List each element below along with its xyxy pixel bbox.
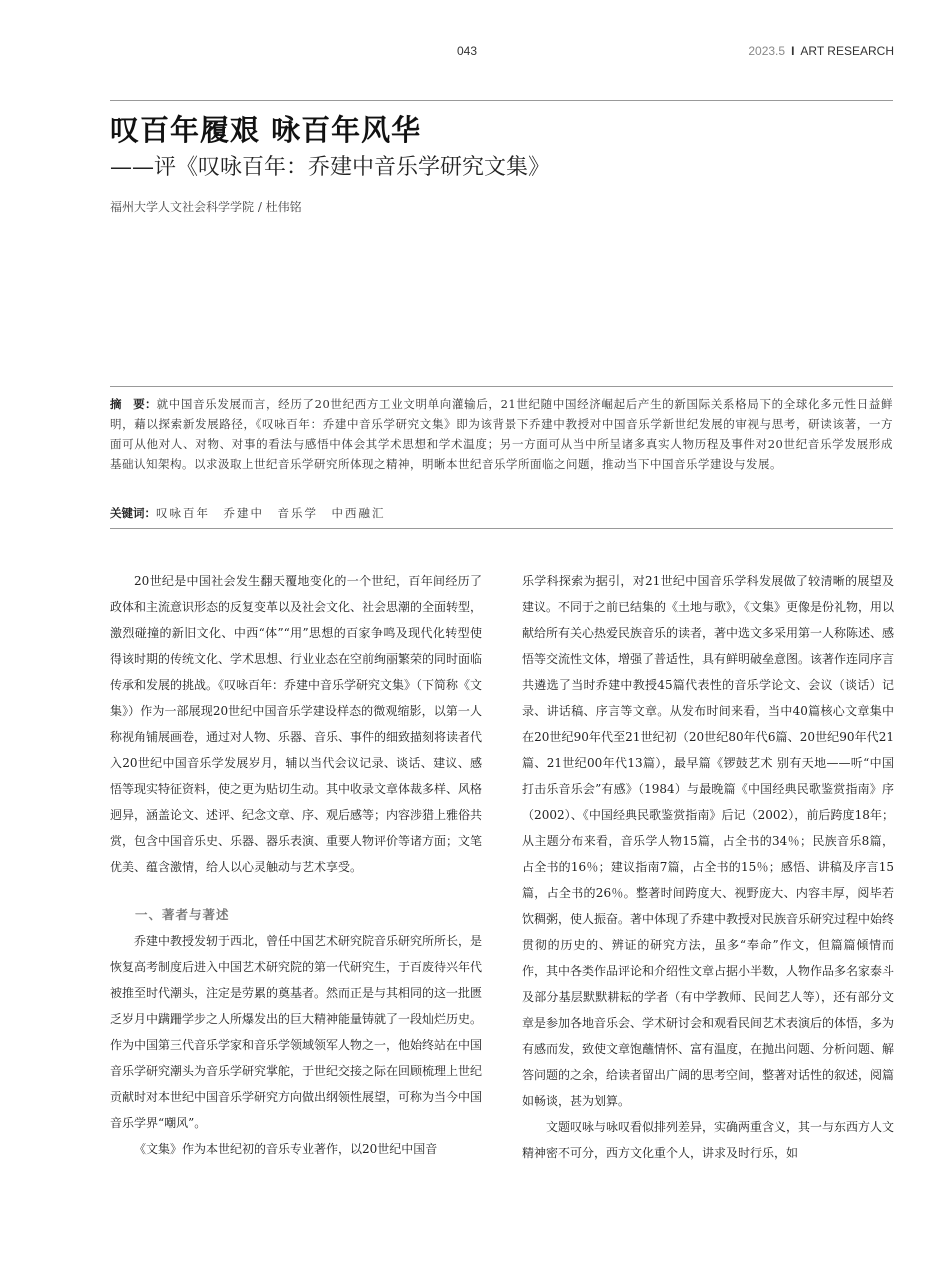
paragraph: 乔建中教授发轫于西北，曾任中国艺术研究院音乐研究所所长，是恢复高考制度后进入中国艺术研究院的第一代研究生，于百废待兴年代被推至时代潮头，注定是劳累的奠基者。然而正是与其相同的这一批匮乏岁月中蹒跚学步之人所爆发出的巨大精神能量铸就了一段灿烂历史。作为中国第三代音乐学家和音乐学领域领军人物之一，他始终站在中国音乐学研究潮头为音乐学研究掌舵，于世纪交接之际在回顾梳理上世纪贡献时对本世纪中国音乐学研究方向做出纲领性展望，可称为当今中国音乐学界“嘲风”。 <box>110 934 483 1130</box>
body-column-right <box>522 568 894 1166</box>
abstract-bottom-rule <box>110 528 893 529</box>
paragraph: 乐学科探索为据引，对21世纪中国音乐学科发展做了较清晰的展望及建议。不同于之前已结集的《土地与歌》，《文集》更像是份礼物，用以献给所有关心热爱民族音乐的读者，著中选文多采用第一人称陈述、感悟等交流性文体，增强了普适性，具有鲜明破垒意图。该著作连同序言共遴选了当时乔建中教授45篇代表性的音乐学论文、会议（谈话）记录、讲话稿、序言等文章。从发布时间来看，当中40篇核心文章集中在20世纪90年代至21世纪初（20世纪80年代6篇、20世纪90年代21篇、21世纪00年代13篇），最早篇《锣鼓艺术 别有天地——听“中国打击乐音乐会”有感》（1984）与最晚篇《中国经典民歌鉴赏指南》序（2002）、《中国经典民歌鉴赏指南》后记（2002），前后跨度18年；从主题分布来看，音乐学人物15篇，占全书的34％；民族音乐8篇，占全书的16％；建议指南7篇，占全书的15％；感悟、讲稿及序言15篇，占全书的26％。整著时间跨度大、视野庞大、内容丰厚，阅毕若饮稠粥，使人振奋。著中体现了乔建中教授对民族音乐研究过程中始终贯彻的历史的、辨证的研究方法，虽多“奉命”作文，但篇篇倾情而作，其中各类作品评论和介绍性文章占据小半数，人物作品多名家泰斗及部分基层默默耕耘的学者（有中学教师、民间艺人等），还有部分文章是参加各地音乐会、学术研讨会和观看民间艺术表演后的体悟，多为有感而发，致使文章饱蘸情怀、富有温度，在抛出问题、分析问题、解答问题的之余，给读者留出广阔的思考空间，整著对话性的叙述，阅篇如畅谈，甚为划算。 <box>522 574 895 1108</box>
header-separator: I <box>791 44 795 58</box>
paragraph: 《文集》作为本世纪初的音乐专业著作，以20世纪中国音 <box>134 1142 438 1156</box>
paragraph: 文题叹咏与咏叹看似排列差异，实确两重含义，其一与东西方人文精神密不可分，西方文化重个人，讲求及时行乐，如 <box>522 1120 895 1160</box>
author-line: 福州大学人文社会科学学院 / 杜伟铭 <box>110 200 302 214</box>
body-column-left <box>110 568 482 1162</box>
article-title: 叹百年履艰 咏百年风华 <box>110 113 422 147</box>
page-number: 043 <box>457 44 478 58</box>
abstract-label: 摘 要： <box>110 397 157 411</box>
keywords-text: 叹咏百年 乔建中 音乐学 中西融汇 <box>156 506 386 520</box>
keywords-label: 关键词： <box>110 506 156 520</box>
abstract-text: 就中国音乐发展而言，经历了20世纪西方工业文明单向灌输后，21世纪随中国经济崛起后产生的新国际关系格局下的全球化多元性日益鲜明，藉以探索新发展路径，《叹咏百年：乔建中音乐学研究文集》即为该背景下乔建中教授对中国音乐学新世纪发展的审视与思考，研读该著，一方面可从他对人、对物、对事的看法与感悟中体会其学术思想和学术温度；另一方面可从当中所呈诸多真实人物历程及事件对20世纪音乐学发展形成基础认知架构。以求汲取上世纪音乐学研究所体现之精神，明晰本世纪音乐学所面临之问题，推动当下中国音乐学建设与发展。 <box>110 397 894 471</box>
keywords <box>110 503 893 523</box>
abstract-top-rule <box>110 386 893 387</box>
article-subtitle: ——评《叹咏百年：乔建中音乐学研究文集》 <box>110 155 551 180</box>
header-rule <box>110 100 893 101</box>
abstract <box>110 394 893 474</box>
section-heading: 一、著者与著述 <box>135 907 230 922</box>
paragraph: 20世纪是中国社会发生翻天覆地变化的一个世纪，百年间经历了政体和主流意识形态的反复变革以及社会文化、社会思潮的全面转型，激烈碰撞的新旧文化、中西“体”“用”思想的百家争鸣及现代化转型使得该时期的传统文化、学术思想、行业业态在空前绚丽繁荣的同时面临传承和发展的挑战。《叹咏百年：乔建中音乐学研究文集》（下简称《文集》）作为一部展现20世纪中国音乐学建设样态的微观缩影，以第一人称视角铺展画卷，通过对人物、乐器、音乐、事件的细致描刻将读者代入20世纪中国音乐学发展岁月，辅以当代会议记录、谈话、建议、感悟等现实特征资料，使之更为贴切生动。其中收录文章体裁多样、风格迥异，涵盖论文、述评、纪念文章、序、观后感等；内容涉猎上雅俗共赏，包含中国音乐史、乐器、器乐表演、重要人物评价等诸方面；文笔优美、蕴含激情，给人以心灵触动与艺术享受。 <box>110 574 483 874</box>
issue-date: 2023.5 <box>748 44 786 58</box>
journal-name: ART RESEARCH <box>800 44 894 58</box>
journal-header <box>748 44 894 58</box>
